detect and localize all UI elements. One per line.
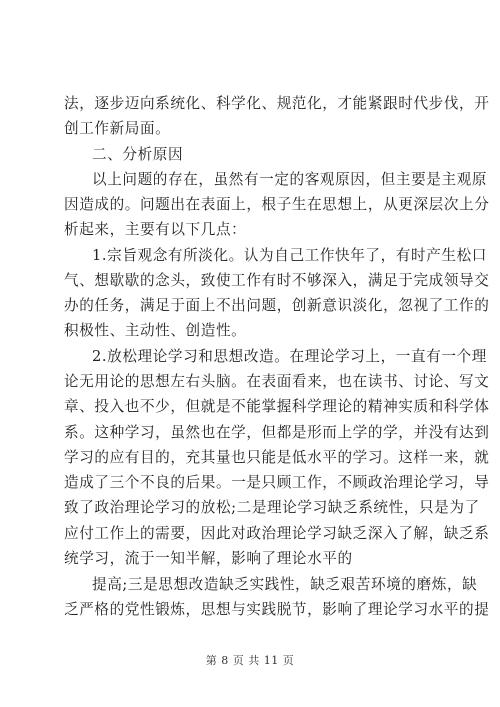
body-line: 应付工作上的需要，因此对政治理论学习缺乏深入了解，缺乏系 (64, 525, 490, 542)
body-line: 论无用论的思想左右头脑。在表面看来，也在读书、讨论、写文 (64, 373, 490, 390)
body-line: 以上问题的存在，虽然有一定的客观原因，但主要是主观原 (92, 171, 488, 188)
body-line: 学习的应有目的，充其量也只能是低水平的学习。这样一来，就 (64, 449, 490, 466)
body-line: 创工作新局面。 (64, 120, 171, 137)
body-line: 气、想歇歇的念头，致使工作有时不够深入，满足于完成领导交 (64, 272, 490, 289)
body-line: 析起来，主要有以下几点： (64, 221, 247, 238)
body-line: 乏严格的党性锻炼，思想与实践脱节，影响了理论学习水平的提 (64, 601, 490, 618)
body-line: 统学习，流于一知半解，影响了理论水平的 (64, 550, 353, 567)
body-line: 法，逐步迈向系统化、科学化、规范化，才能紧跟时代步伐，开 (64, 95, 490, 112)
body-line: 因造成的。问题出在表面上，根子生在思想上，从更深层次上分 (64, 196, 490, 213)
body-line: 积极性、主动性、创造性。 (64, 322, 247, 339)
body-line: 提高;三是思想改造缺乏实践性，缺乏艰苦环境的磨炼，缺 (92, 576, 478, 593)
body-line: 1.宗旨观念有所淡化。认为自己工作快年了，有时产生松口 (92, 247, 487, 264)
page-footer: 第 8 页 共 11 页 (205, 654, 295, 667)
body-line: 2.放松理论学习和思想改造。在理论学习上，一直有一个理 (92, 348, 487, 365)
section-heading: 二、分析原因 (92, 146, 184, 163)
body-line: 办的任务，满足于面上不出问题，创新意识淡化，忽视了工作的 (64, 297, 490, 314)
body-line: 系。这种学习，虽然也在学，但都是形而上学的学，并没有达到 (64, 424, 490, 441)
body-line: 章、投入也不少，但就是不能掌握科学理论的精神实质和科学体 (64, 398, 490, 415)
body-line: 致了政治理论学习的放松;二是理论学习缺乏系统性，只是为了 (64, 499, 480, 516)
body-line: 造成了三个不良的后果。一是只顾工作，不顾政治理论学习，导 (64, 474, 490, 491)
